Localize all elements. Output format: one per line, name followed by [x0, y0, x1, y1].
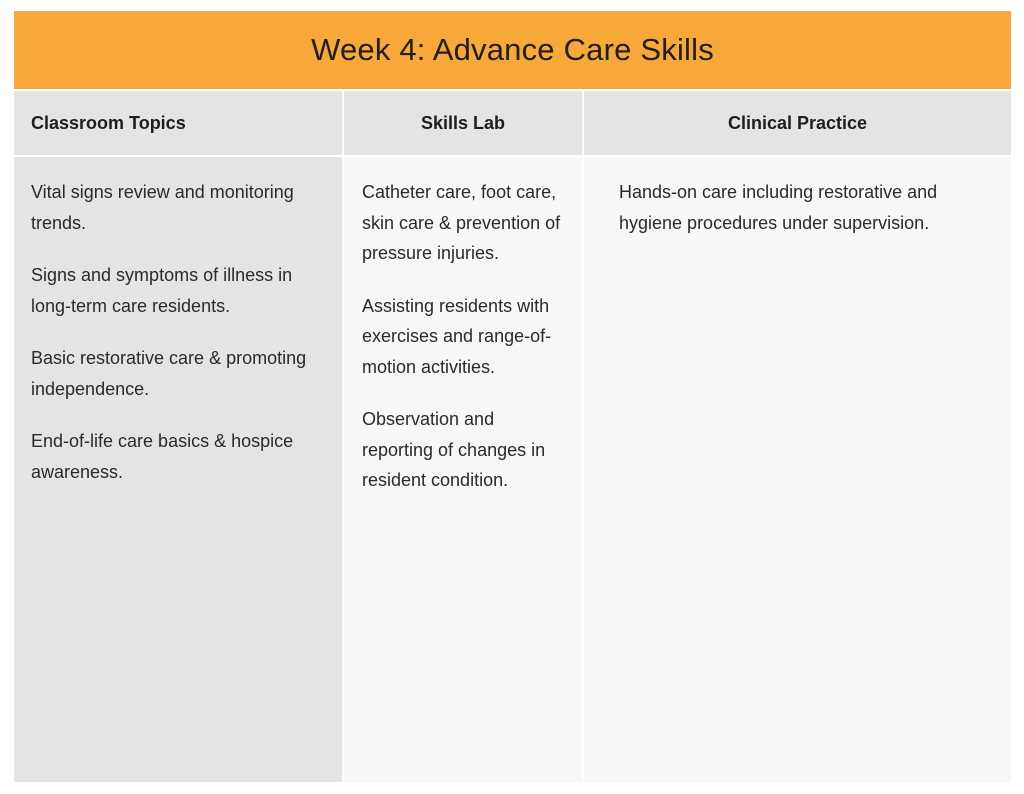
skills-lab-cell: [344, 157, 582, 782]
list-item: Vital signs review and monitoring trends.: [31, 182, 294, 233]
classroom-topics-cell: [14, 157, 342, 782]
list-item: End-of-life care basics & hospice awareness.: [31, 431, 294, 482]
list-item: Assisting residents with exercises and range-of-motion activities.: [362, 295, 552, 377]
title-bar: [14, 11, 1011, 89]
clinical-practice-cell: [584, 157, 1011, 782]
column-header-clinical-practice: Clinical Practice: [584, 91, 1011, 155]
list-item: Signs and symptoms of illness in long-term care residents.: [31, 265, 293, 316]
list-item: Basic restorative care & promoting independence.: [31, 348, 307, 399]
column-header-skills-lab: Skills Lab: [344, 91, 582, 155]
column-header-classroom-topics: Classroom Topics: [14, 91, 342, 155]
list-item: Observation and reporting of changes in resident condition.: [362, 409, 546, 490]
list-item: Hands-on care including restorative and hygiene procedures under supervision.: [619, 182, 938, 233]
column-header-row: [14, 91, 1011, 155]
weekly-schedule-table: [14, 11, 1011, 782]
content-row: [14, 157, 1011, 782]
list-item: Catheter care, foot care, skin care & prevention of pressure injuries.: [362, 182, 561, 263]
page-title: Week 4: Advance Care Skills: [311, 32, 714, 67]
